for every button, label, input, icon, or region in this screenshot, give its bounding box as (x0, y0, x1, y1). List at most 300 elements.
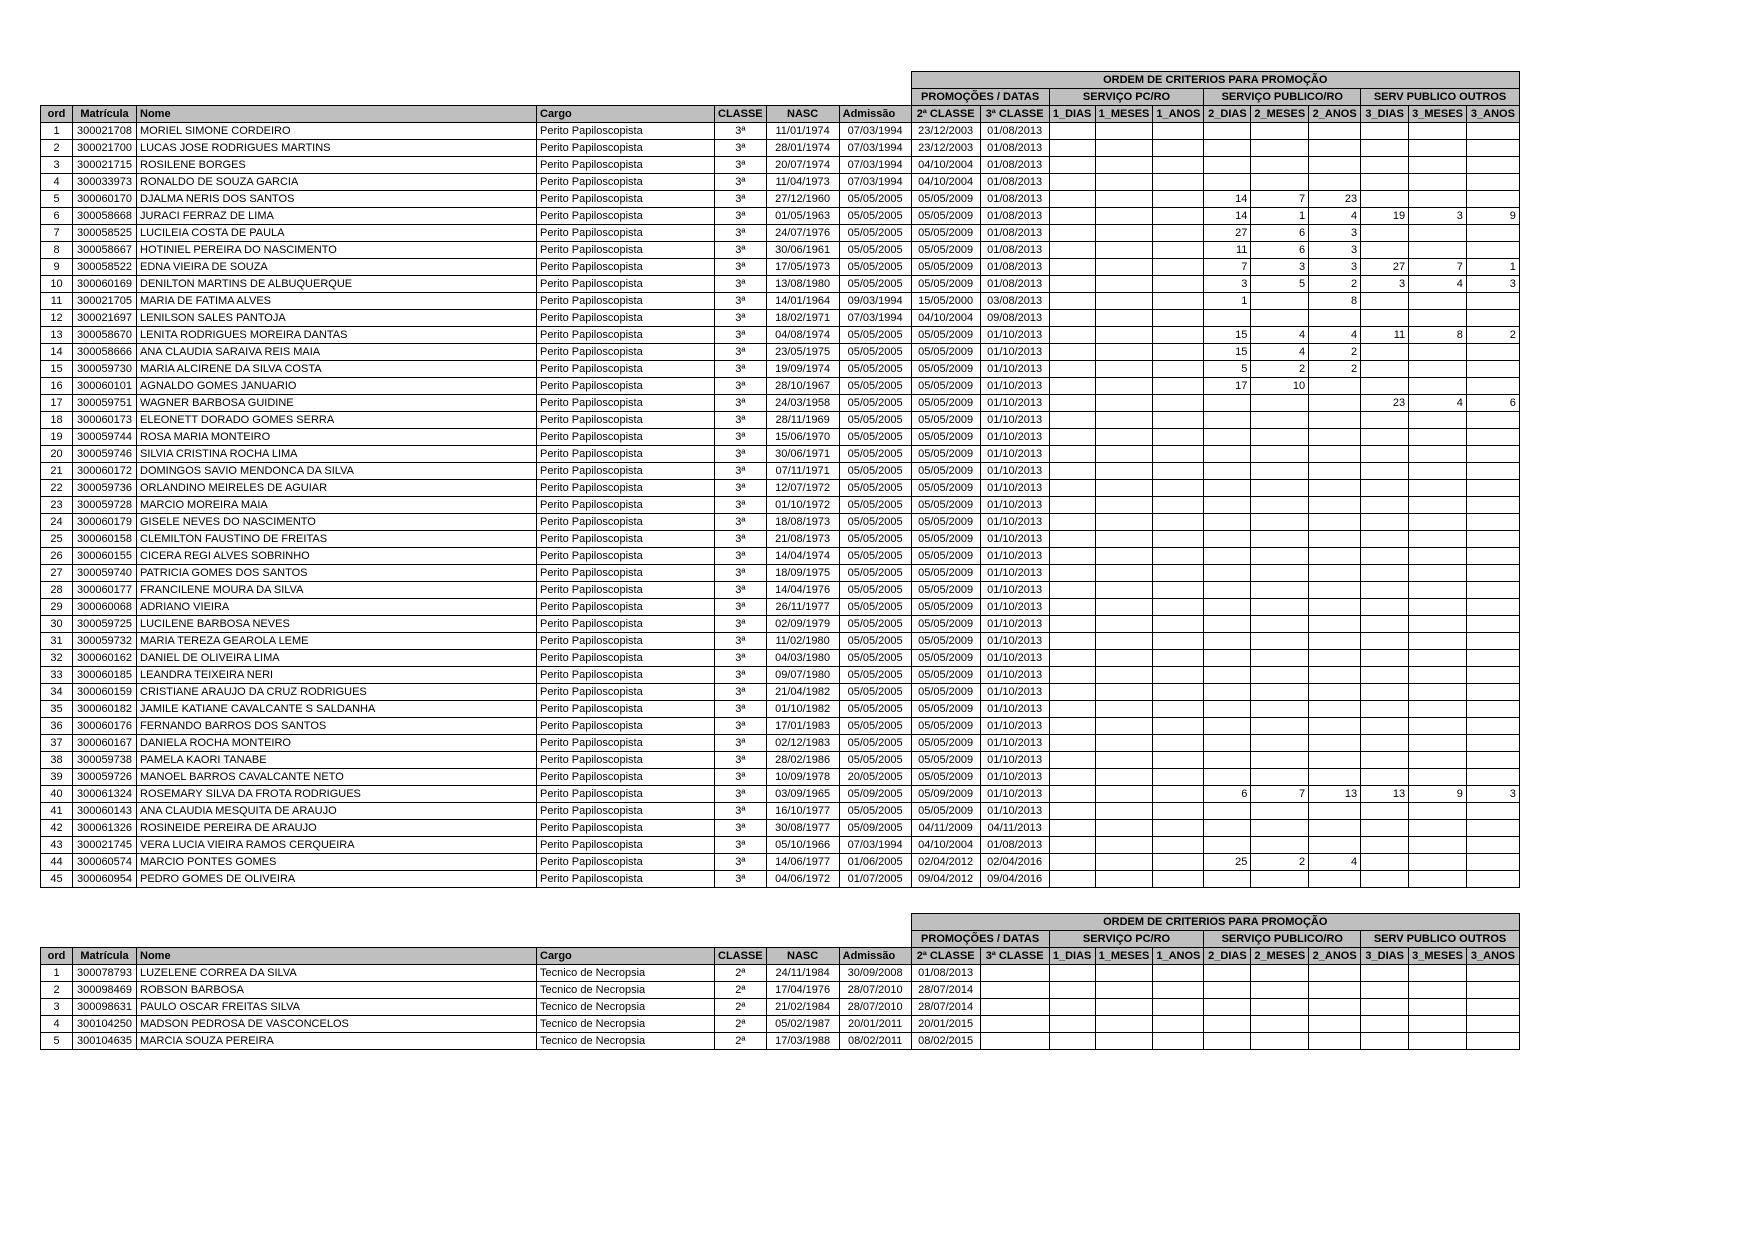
criteria-title-row (41, 72, 1520, 89)
cell-nome: LEANDRA TEIXEIRA NERI (137, 667, 537, 684)
cell-2-dias: 5 (1204, 361, 1251, 378)
cell-3a-classe: 01/10/2013 (980, 395, 1049, 412)
cell-3-dias (1361, 157, 1409, 174)
cell-1-meses (1095, 548, 1153, 565)
cell-2-meses (1251, 293, 1309, 310)
cell-classe: 3ª (715, 684, 767, 701)
cell-1-dias (1049, 667, 1095, 684)
group-header-row (41, 89, 1520, 106)
cell-2a-classe: 05/05/2009 (911, 769, 980, 786)
cell-classe: 3ª (715, 548, 767, 565)
cell-admissao: 05/05/2005 (839, 225, 911, 242)
cell-3-meses (1409, 1033, 1467, 1050)
table-row (41, 837, 1520, 854)
cell-ord: 14 (41, 344, 73, 361)
table-row (41, 684, 1520, 701)
cell-1-meses (1095, 965, 1153, 982)
cell-nasc: 28/02/1986 (766, 752, 839, 769)
cell-3-meses (1409, 769, 1467, 786)
cell-matricula: 300061324 (73, 786, 137, 803)
cell-1-dias (1049, 327, 1095, 344)
cell-nome: LENITA RODRIGUES MOREIRA DANTAS (137, 327, 537, 344)
cell-2-anos: 4 (1309, 208, 1361, 225)
cell-nasc: 21/08/1973 (766, 531, 839, 548)
cell-classe: 3ª (715, 191, 767, 208)
cell-3-meses (1409, 344, 1467, 361)
cell-nasc: 01/10/1982 (766, 701, 839, 718)
cell-cargo: Perito Papiloscopista (537, 599, 715, 616)
cell-2-meses (1251, 412, 1309, 429)
cell-matricula: 300021715 (73, 157, 137, 174)
table-row (41, 463, 1520, 480)
cell-1-dias (1049, 633, 1095, 650)
cell-1-anos (1153, 310, 1204, 327)
cell-matricula: 300059740 (73, 565, 137, 582)
cell-2a-classe: 04/10/2004 (911, 837, 980, 854)
cell-nome: SILVIA CRISTINA ROCHA LIMA (137, 446, 537, 463)
cell-1-dias (1049, 344, 1095, 361)
cell-1-anos (1153, 769, 1204, 786)
column-header-row (41, 948, 1520, 965)
cell-1-meses (1095, 803, 1153, 820)
cell-3-dias (1361, 965, 1409, 982)
cell-classe: 3ª (715, 599, 767, 616)
cell-matricula: 300060954 (73, 871, 137, 888)
cell-3-meses (1409, 378, 1467, 395)
cell-ord: 38 (41, 752, 73, 769)
cell-3-dias (1361, 293, 1409, 310)
cell-3a-classe: 01/10/2013 (980, 378, 1049, 395)
cell-classe: 3ª (715, 514, 767, 531)
cell-2-meses: 5 (1251, 276, 1309, 293)
cell-1-dias (1049, 361, 1095, 378)
cell-2-meses: 6 (1251, 225, 1309, 242)
cell-3a-classe: 09/04/2016 (980, 871, 1049, 888)
cell-nome: MARCIO MOREIRA MAIA (137, 497, 537, 514)
table-row (41, 327, 1520, 344)
cell-matricula: 300021745 (73, 837, 137, 854)
cell-admissao: 07/03/1994 (839, 837, 911, 854)
cell-3a-classe: 01/10/2013 (980, 344, 1049, 361)
cell-2-meses: 4 (1251, 327, 1309, 344)
cell-nome: ROSILENE BORGES (137, 157, 537, 174)
cell-2-anos (1309, 140, 1361, 157)
cell-2a-classe: 20/01/2015 (911, 1016, 980, 1033)
cell-2-dias (1204, 395, 1251, 412)
group-header-2: SERVIÇO PC/RO (1049, 931, 1204, 948)
cell-1-anos (1153, 293, 1204, 310)
cell-3-dias (1361, 429, 1409, 446)
cell-2-anos (1309, 1016, 1361, 1033)
cell-2-dias (1204, 429, 1251, 446)
cell-matricula: 300060574 (73, 854, 137, 871)
cell-3-dias (1361, 871, 1409, 888)
cell-3a-classe: 01/10/2013 (980, 633, 1049, 650)
cell-admissao: 05/05/2005 (839, 565, 911, 582)
cell-1-dias (1049, 412, 1095, 429)
cell-2a-classe: 05/05/2009 (911, 582, 980, 599)
cell-1-dias (1049, 225, 1095, 242)
cell-3-meses (1409, 242, 1467, 259)
cell-cargo: Perito Papiloscopista (537, 480, 715, 497)
cell-2-dias (1204, 820, 1251, 837)
cell-nasc: 28/01/1974 (766, 140, 839, 157)
cell-2a-classe: 05/05/2009 (911, 531, 980, 548)
cell-1-anos (1153, 140, 1204, 157)
cell-cargo: Perito Papiloscopista (537, 259, 715, 276)
cell-3-dias (1361, 999, 1409, 1016)
cell-admissao: 05/09/2005 (839, 786, 911, 803)
cell-2-meses (1251, 548, 1309, 565)
cell-3-dias (1361, 616, 1409, 633)
cell-nome: ADRIANO VIEIRA (137, 599, 537, 616)
perito-papiloscopista-table (40, 71, 1520, 888)
cell-admissao: 05/05/2005 (839, 191, 911, 208)
cell-cargo: Perito Papiloscopista (537, 378, 715, 395)
cell-nasc: 16/10/1977 (766, 803, 839, 820)
column-header-ord: ord (41, 106, 73, 123)
cell-2-dias (1204, 837, 1251, 854)
table-row (41, 548, 1520, 565)
cell-2-meses (1251, 174, 1309, 191)
cell-matricula: 300021697 (73, 310, 137, 327)
cell-3-meses (1409, 650, 1467, 667)
cell-admissao: 05/05/2005 (839, 361, 911, 378)
cell-1-dias (1049, 548, 1095, 565)
cell-nasc: 02/12/1983 (766, 735, 839, 752)
cell-cargo: Perito Papiloscopista (537, 446, 715, 463)
column-header-1-meses: 1_MESES (1095, 106, 1153, 123)
cell-classe: 3ª (715, 242, 767, 259)
cell-admissao: 07/03/1994 (839, 310, 911, 327)
cell-admissao: 05/05/2005 (839, 548, 911, 565)
cell-2-meses (1251, 140, 1309, 157)
cell-ord: 30 (41, 616, 73, 633)
table-row (41, 735, 1520, 752)
cell-admissao: 05/05/2005 (839, 276, 911, 293)
cell-3a-classe: 01/10/2013 (980, 531, 1049, 548)
cell-3-meses (1409, 310, 1467, 327)
cell-classe: 3ª (715, 429, 767, 446)
cell-ord: 20 (41, 446, 73, 463)
criteria-title: ORDEM DE CRITERIOS PARA PROMOÇÃO (911, 72, 1519, 89)
cell-1-anos (1153, 965, 1204, 982)
cell-3-meses (1409, 123, 1467, 140)
cell-1-meses (1095, 242, 1153, 259)
cell-matricula: 300060068 (73, 599, 137, 616)
cell-2-anos (1309, 174, 1361, 191)
cell-1-dias (1049, 820, 1095, 837)
cell-cargo: Perito Papiloscopista (537, 667, 715, 684)
cell-1-anos (1153, 259, 1204, 276)
table-row (41, 395, 1520, 412)
cell-3-dias (1361, 242, 1409, 259)
cell-2-anos (1309, 837, 1361, 854)
cell-2-meses (1251, 616, 1309, 633)
cell-2a-classe: 05/05/2009 (911, 514, 980, 531)
cell-2a-classe: 05/05/2009 (911, 684, 980, 701)
cell-ord: 36 (41, 718, 73, 735)
cell-2-anos: 4 (1309, 854, 1361, 871)
cell-3-meses (1409, 803, 1467, 820)
cell-3a-classe (980, 1016, 1049, 1033)
column-header-1-meses: 1_MESES (1095, 948, 1153, 965)
cell-ord: 40 (41, 786, 73, 803)
criteria-title-row (41, 914, 1520, 931)
cell-3-dias (1361, 140, 1409, 157)
cell-3-meses: 4 (1409, 395, 1467, 412)
cell-nasc: 11/01/1974 (766, 123, 839, 140)
cell-2-anos: 8 (1309, 293, 1361, 310)
cell-ord: 6 (41, 208, 73, 225)
cell-nome: JURACI FERRAZ DE LIMA (137, 208, 537, 225)
cell-2-meses: 7 (1251, 191, 1309, 208)
cell-3-dias (1361, 701, 1409, 718)
cell-3-dias (1361, 531, 1409, 548)
cell-ord: 9 (41, 259, 73, 276)
cell-2a-classe: 05/05/2009 (911, 208, 980, 225)
cell-classe: 3ª (715, 769, 767, 786)
cell-3a-classe (980, 1033, 1049, 1050)
cell-3a-classe (980, 982, 1049, 999)
cell-2-anos: 23 (1309, 191, 1361, 208)
cell-3a-classe: 09/08/2013 (980, 310, 1049, 327)
cell-2-meses (1251, 999, 1309, 1016)
cell-1-dias (1049, 531, 1095, 548)
table-row (41, 361, 1520, 378)
cell-2-anos (1309, 497, 1361, 514)
cell-1-anos (1153, 701, 1204, 718)
cell-1-anos (1153, 667, 1204, 684)
cell-2-meses (1251, 820, 1309, 837)
cell-3-anos (1466, 497, 1519, 514)
cell-3-dias (1361, 599, 1409, 616)
cell-nasc: 27/12/1960 (766, 191, 839, 208)
cell-1-meses (1095, 344, 1153, 361)
cell-2-anos (1309, 735, 1361, 752)
cell-1-meses (1095, 327, 1153, 344)
column-header-3-meses: 3_MESES (1409, 106, 1467, 123)
cell-ord: 28 (41, 582, 73, 599)
cell-1-anos (1153, 208, 1204, 225)
cell-3a-classe: 01/08/2013 (980, 225, 1049, 242)
cell-nome: PEDRO GOMES DE OLIVEIRA (137, 871, 537, 888)
cell-nasc: 11/02/1980 (766, 633, 839, 650)
cell-3-anos (1466, 361, 1519, 378)
cell-cargo: Perito Papiloscopista (537, 225, 715, 242)
cell-matricula: 300059751 (73, 395, 137, 412)
cell-matricula: 300059728 (73, 497, 137, 514)
cell-matricula: 300060101 (73, 378, 137, 395)
cell-3-anos (1466, 480, 1519, 497)
cell-3-anos (1466, 684, 1519, 701)
cell-3-meses (1409, 837, 1467, 854)
cell-nome: PATRICIA GOMES DOS SANTOS (137, 565, 537, 582)
cell-1-meses (1095, 1016, 1153, 1033)
column-header-cargo: Cargo (537, 106, 715, 123)
cell-cargo: Perito Papiloscopista (537, 701, 715, 718)
cell-2-dias: 14 (1204, 191, 1251, 208)
cell-ord: 44 (41, 854, 73, 871)
cell-ord: 1 (41, 123, 73, 140)
cell-classe: 3ª (715, 616, 767, 633)
cell-nome: JAMILE KATIANE CAVALCANTE S SALDANHA (137, 701, 537, 718)
cell-2a-classe: 05/05/2009 (911, 446, 980, 463)
cell-2-dias: 15 (1204, 327, 1251, 344)
cell-1-anos (1153, 344, 1204, 361)
cell-classe: 3ª (715, 735, 767, 752)
cell-matricula: 300059738 (73, 752, 137, 769)
cell-3-dias (1361, 667, 1409, 684)
cell-2-meses (1251, 429, 1309, 446)
cell-3-dias (1361, 310, 1409, 327)
cell-3-anos (1466, 965, 1519, 982)
column-header-1-dias: 1_DIAS (1049, 948, 1095, 965)
cell-ord: 15 (41, 361, 73, 378)
cell-3a-classe: 04/11/2013 (980, 820, 1049, 837)
cell-3-anos: 9 (1466, 208, 1519, 225)
cell-1-dias (1049, 395, 1095, 412)
cell-3-anos (1466, 667, 1519, 684)
cell-1-anos (1153, 616, 1204, 633)
cell-2-meses (1251, 667, 1309, 684)
cell-2-anos (1309, 463, 1361, 480)
cell-2-dias (1204, 548, 1251, 565)
cell-2-meses: 4 (1251, 344, 1309, 361)
cell-1-anos (1153, 514, 1204, 531)
cell-1-anos (1153, 497, 1204, 514)
cell-nome: MARIA ALCIRENE DA SILVA COSTA (137, 361, 537, 378)
cell-2-meses (1251, 531, 1309, 548)
cell-3-meses (1409, 514, 1467, 531)
cell-2a-classe: 05/05/2009 (911, 225, 980, 242)
cell-admissao: 05/05/2005 (839, 650, 911, 667)
cell-nasc: 13/08/1980 (766, 276, 839, 293)
cell-3-meses (1409, 999, 1467, 1016)
group-header-4: SERV PUBLICO OUTROS (1361, 931, 1520, 948)
cell-2-meses (1251, 701, 1309, 718)
cell-nasc: 15/06/1970 (766, 429, 839, 446)
cell-2-anos (1309, 446, 1361, 463)
cell-ord: 2 (41, 982, 73, 999)
cell-2a-classe: 05/05/2009 (911, 259, 980, 276)
cell-3-meses (1409, 718, 1467, 735)
cell-2a-classe: 05/05/2009 (911, 429, 980, 446)
cell-2a-classe: 02/04/2012 (911, 854, 980, 871)
cell-ord: 24 (41, 514, 73, 531)
cell-cargo: Perito Papiloscopista (537, 293, 715, 310)
cell-3-dias (1361, 565, 1409, 582)
cell-ord: 32 (41, 650, 73, 667)
cell-3-meses (1409, 361, 1467, 378)
cell-ord: 4 (41, 1016, 73, 1033)
cell-3a-classe: 01/10/2013 (980, 735, 1049, 752)
cell-2-dias: 7 (1204, 259, 1251, 276)
cell-cargo: Perito Papiloscopista (537, 531, 715, 548)
cell-admissao: 05/05/2005 (839, 514, 911, 531)
cell-2-meses (1251, 565, 1309, 582)
cell-3-dias: 23 (1361, 395, 1409, 412)
cell-cargo: Perito Papiloscopista (537, 361, 715, 378)
cell-1-anos (1153, 718, 1204, 735)
cell-cargo: Perito Papiloscopista (537, 395, 715, 412)
cell-1-anos (1153, 429, 1204, 446)
cell-nome: LUZELENE CORREA DA SILVA (137, 965, 537, 982)
cell-2-dias (1204, 565, 1251, 582)
cell-3a-classe: 01/10/2013 (980, 599, 1049, 616)
cell-3-dias (1361, 752, 1409, 769)
cell-3-anos (1466, 871, 1519, 888)
cell-1-dias (1049, 871, 1095, 888)
cell-2a-classe: 05/05/2009 (911, 191, 980, 208)
cell-ord: 31 (41, 633, 73, 650)
cell-nasc: 30/06/1961 (766, 242, 839, 259)
cell-1-anos (1153, 854, 1204, 871)
cell-2-dias (1204, 684, 1251, 701)
cell-1-anos (1153, 531, 1204, 548)
cell-nome: DOMINGOS SAVIO MENDONCA DA SILVA (137, 463, 537, 480)
cell-2-anos (1309, 310, 1361, 327)
cell-2-anos (1309, 429, 1361, 446)
cell-3-anos (1466, 582, 1519, 599)
cell-cargo: Perito Papiloscopista (537, 820, 715, 837)
cell-cargo: Perito Papiloscopista (537, 871, 715, 888)
table-row (41, 803, 1520, 820)
group-header-1: PROMOÇÕES / DATAS (911, 89, 1049, 106)
cell-2-dias (1204, 1016, 1251, 1033)
cell-nome: VERA LUCIA VIEIRA RAMOS CERQUEIRA (137, 837, 537, 854)
cell-admissao: 05/05/2005 (839, 480, 911, 497)
cell-1-anos (1153, 565, 1204, 582)
cell-2-anos: 3 (1309, 242, 1361, 259)
cell-3-meses (1409, 140, 1467, 157)
cell-matricula: 300060169 (73, 276, 137, 293)
cell-admissao: 05/05/2005 (839, 718, 911, 735)
cell-1-anos (1153, 361, 1204, 378)
cell-3a-classe: 01/10/2013 (980, 684, 1049, 701)
cell-2-anos (1309, 633, 1361, 650)
cell-matricula: 300061326 (73, 820, 137, 837)
cell-admissao: 05/05/2005 (839, 497, 911, 514)
cell-3-dias (1361, 480, 1409, 497)
cell-3-meses (1409, 191, 1467, 208)
cell-admissao: 05/05/2005 (839, 803, 911, 820)
cell-cargo: Tecnico de Necropsia (537, 999, 715, 1016)
cell-3a-classe: 01/08/2013 (980, 837, 1049, 854)
cell-3-dias (1361, 123, 1409, 140)
table-row (41, 999, 1520, 1016)
cell-2-meses: 6 (1251, 242, 1309, 259)
cell-classe: 2ª (715, 999, 767, 1016)
cell-admissao: 05/05/2005 (839, 429, 911, 446)
cell-3-meses (1409, 1016, 1467, 1033)
cell-3-anos (1466, 378, 1519, 395)
cell-2-dias (1204, 446, 1251, 463)
cell-2-meses (1251, 769, 1309, 786)
cell-2-dias (1204, 582, 1251, 599)
cell-cargo: Perito Papiloscopista (537, 514, 715, 531)
table-row (41, 718, 1520, 735)
cell-ord: 22 (41, 480, 73, 497)
cell-nome: DANIEL DE OLIVEIRA LIMA (137, 650, 537, 667)
cell-1-meses (1095, 497, 1153, 514)
cell-nasc: 05/10/1966 (766, 837, 839, 854)
cell-nome: MARCIO PONTES GOMES (137, 854, 537, 871)
cell-1-dias (1049, 293, 1095, 310)
cell-1-meses (1095, 531, 1153, 548)
cell-1-dias (1049, 259, 1095, 276)
cell-classe: 3ª (715, 786, 767, 803)
